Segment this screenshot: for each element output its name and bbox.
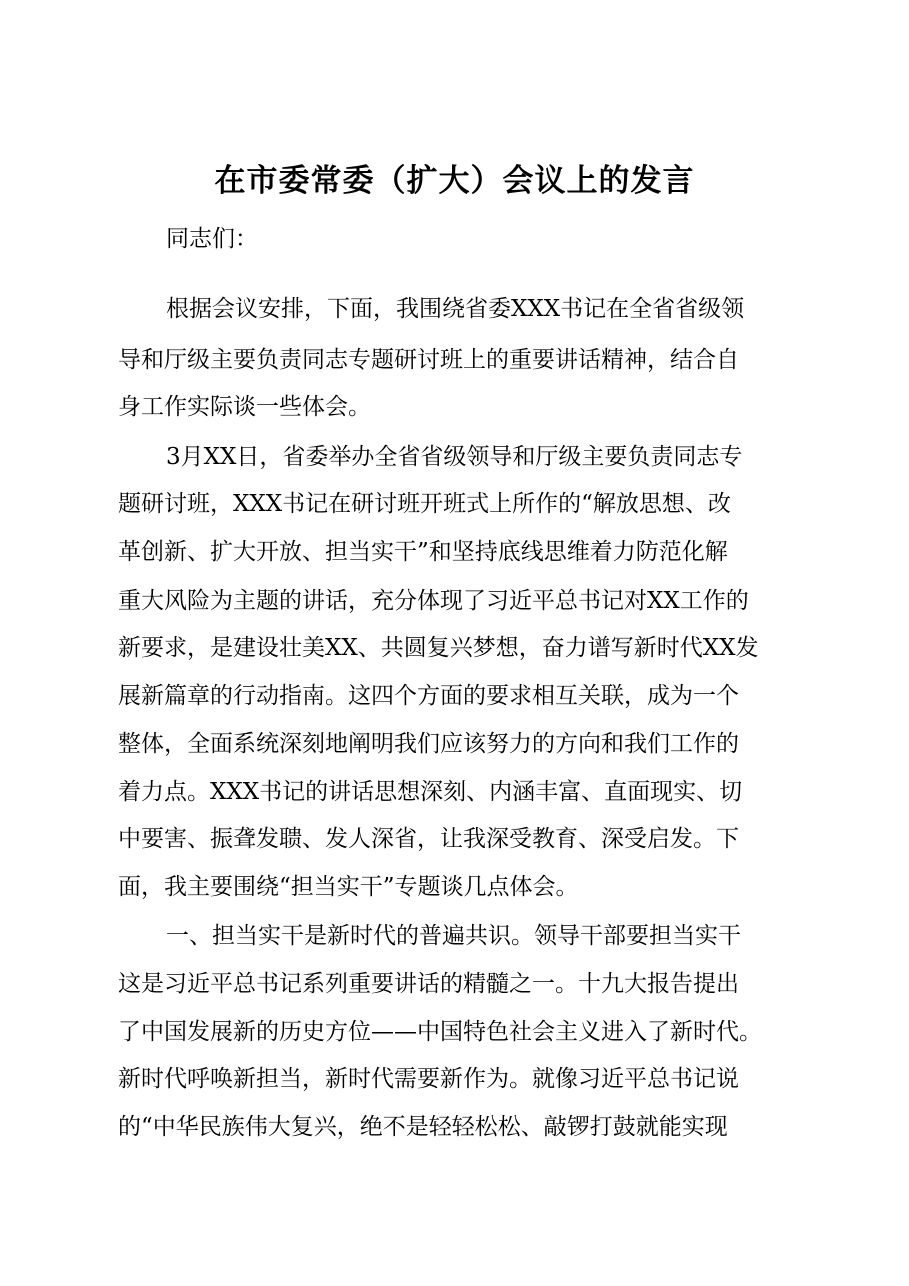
paragraph-line: 这是习近平总书记系列重要讲话的精髓之一。十九大报告提出 <box>118 971 739 997</box>
paragraph-line: 重大风险为主题的讲话，充分体现了习近平总书记对XX工作的 <box>118 588 749 614</box>
paragraph-line: 的“中华民族伟大复兴，绝不是轻轻松松、敲锣打鼓就能实现 <box>118 1114 728 1140</box>
paragraph-line: 根据会议安排，下面，我围绕省委XXX书记在全省省级领 <box>166 296 745 322</box>
paragraph-line: 革创新、扩大开放、担当实干”和坚持底线思维着力防范化解 <box>118 539 728 565</box>
paragraph-line: 新要求，是建设壮美XX、共圆复兴梦想，奋力谱写新时代XX发 <box>118 635 759 661</box>
paragraph-line: 整体，全面系统深刻地阐明我们应该努力的方向和我们工作的 <box>118 731 739 757</box>
paragraph-line: 着力点。XXX书记的讲话思想深刻、内涵丰富、直面现实、切 <box>118 779 743 805</box>
paragraph-line: 身工作实际谈一些体会。 <box>118 394 371 420</box>
paragraph-line: 面，我主要围绕“担当实干”专题谈几点体会。 <box>118 874 579 900</box>
document-title: 在市委常委（扩大）会议上的发言 <box>214 163 695 199</box>
paragraph-line: 了中国发展新的历史方位——中国特色社会主义进入了新时代。 <box>118 1019 762 1045</box>
paragraph-line: 题研讨班，XXX书记在研讨班开班式上所作的“解放思想、改 <box>118 491 731 517</box>
paragraph-line: 中要害、振聋发聩、发人深省，让我深受教育、深受启发。下 <box>118 826 739 852</box>
paragraph-line: 导和厅级主要负责同志专题研讨班上的重要讲话精神，结合自 <box>118 347 739 373</box>
paragraph-line: 3月XX日，省委举办全省省级领导和厅级主要负责同志专 <box>166 444 743 470</box>
paragraph-line: 新时代呼唤新担当，新时代需要新作为。就像习近平总书记说 <box>118 1066 739 1092</box>
salutation: 同志们： <box>166 226 258 252</box>
paragraph-line: 展新篇章的行动指南。这四个方面的要求相互关联，成为一个 <box>118 683 739 709</box>
paragraph-line: 一、担当实干是新时代的普遍共识。领导干部要担当实干 <box>166 923 741 949</box>
